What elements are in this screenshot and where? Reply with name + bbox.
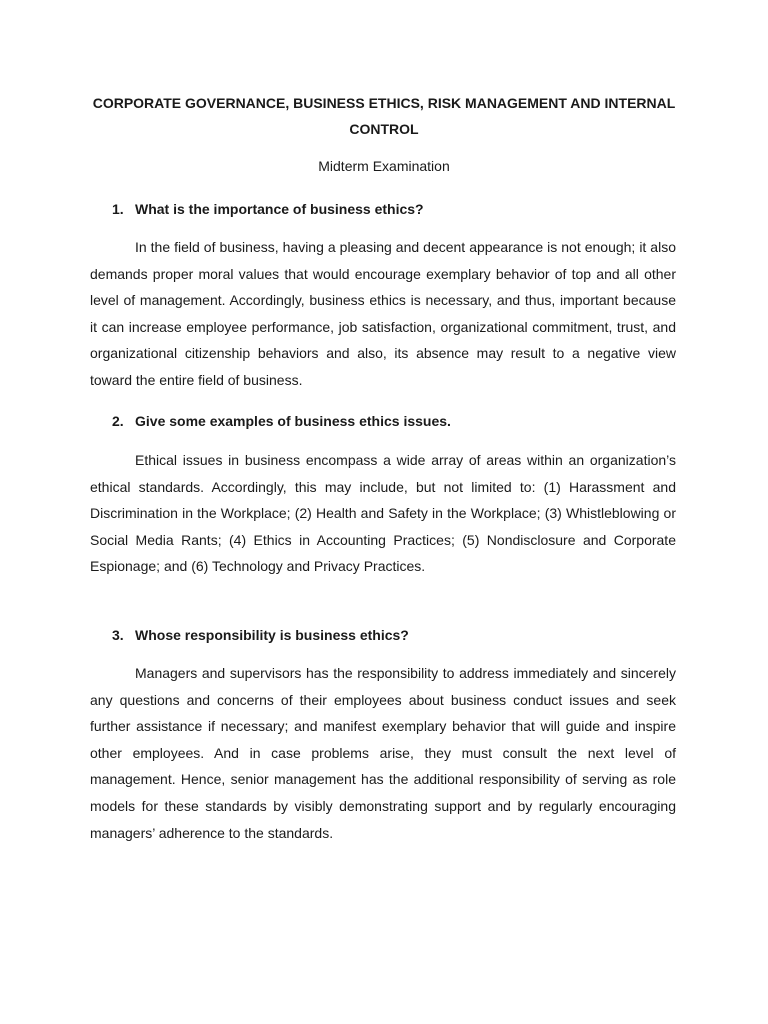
question-text: Give some examples of business ethics issues. [135, 413, 451, 429]
answer-paragraph: In the field of business, having a pleasing and decent appearance is not enough; it also demands proper moral values that would encourage exemplary behavior of top and all other level of management. Accordingly, business ethics is necessary, and thus, important because it can increase employee performance, job satisfaction, organizational commitment, trust, and organizational citizenship behaviors and also, its absence may result to a negative view toward the entire field of business. [90, 239, 676, 388]
question-number: 3. [112, 627, 124, 643]
answer-paragraph: Managers and supervisors has the responsibility to address immediately and sincerely any questions and concerns of their employees about business conduct issues and seek further assistance if necessary; and manifest exemplary behavior that will guide and inspire other employees. And in case problems arise, they must consult the next level of management. Hence, senior management has the additional responsibility of serving as role models for these standards by visibly demonstrating support and by regularly encouraging managers’ adherence to the standards. [90, 665, 676, 841]
question-text: What is the importance of business ethics? [135, 201, 424, 217]
document-title: CORPORATE GOVERNANCE, BUSINESS ETHICS, RISK MANAGEMENT AND INTERNAL CONTROL [92, 95, 676, 137]
question-heading [112, 627, 409, 643]
question-heading [112, 201, 424, 217]
question-number: 1. [112, 201, 124, 217]
question-text: Whose responsibility is business ethics? [135, 627, 409, 643]
question-number: 2. [112, 413, 124, 429]
question-heading [112, 413, 451, 429]
answer-paragraph: Ethical issues in business encompass a wide array of areas within an organization’s ethical standards. Accordingly, this may include, but not limited to: (1) Harassment and Discrimination in the Workplace; (2) Health and Safety in the Workplace; (3) Whistleblowing or Social Media Rants; (4) Ethics in Accounting Practices; (5) Nondisclosure and Corporate Espionage; and (6) Technology and Privacy Practices. [90, 452, 676, 575]
document-subtitle: Midterm Examination [318, 158, 450, 174]
